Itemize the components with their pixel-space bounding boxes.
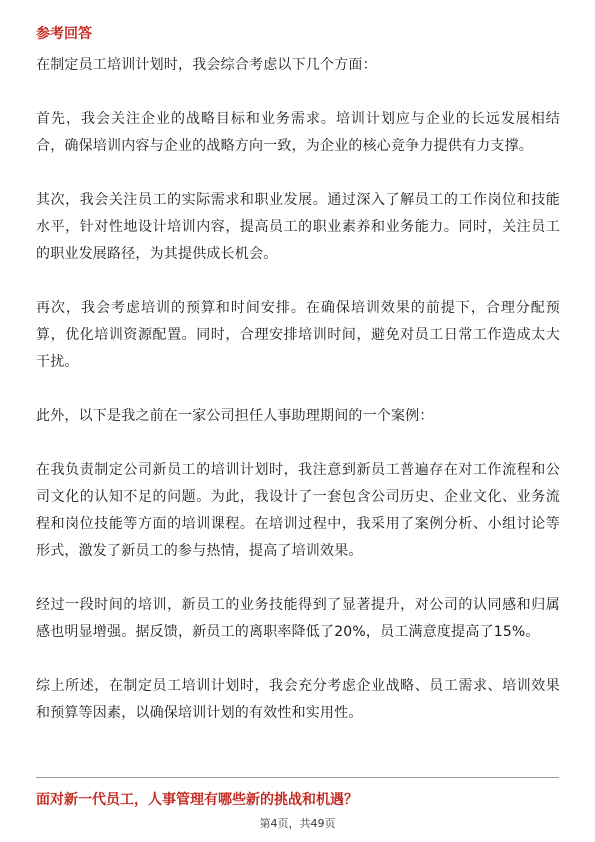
paragraph-case: 在我负责制定公司新员工的培训计划时，我注意到新员工普遍存在对工作流程和公司文化的认知不足的问题。为此，我设计了一套包含公司历史、企业文化、业务流程和岗位技能等方面的培训课程。在培训过程中，我采用了案例分析、小组讨论等形式，激发了新员工的参与热情，提高了培训效果。 [36, 462, 560, 559]
next-question-heading: 面对新一代员工，人事管理有哪些新的挑战和机遇？ [36, 792, 358, 808]
paragraph-case-intro: 此外，以下是我之前在一家公司担任人事助理期间的一个案例： [36, 408, 434, 424]
paragraph-second: 其次，我会关注员工的实际需求和职业发展。通过深入了解员工的工作岗位和技能水平，针对性地设计培训内容，提高员工的职业素养和业务能力。同时，关注员工的职业发展路径，为其提供成长机会。 [36, 192, 560, 262]
paragraph-result: 经过一段时间的培训，新员工的业务技能得到了显著提升，对公司的认同感和归属感也明显增强。据反馈，新员工的离职率降低了20%，员工满意度提高了15%。 [36, 597, 560, 640]
section-title: 参考回答 [36, 26, 92, 42]
paragraph-third: 再次，我会考虑培训的预算和时间安排。在确保培训效果的前提下，合理分配预算，优化培训资源配置。同时，合理安排培训时间，避免对员工日常工作造成太大干扰。 [36, 300, 560, 370]
answer-body [36, 52, 560, 754]
section-divider [36, 777, 559, 778]
paragraph-first: 首先，我会关注企业的战略目标和业务需求。培训计划应与企业的长远发展相结合，确保培训内容与企业的战略方向一致，为企业的核心竞争力提供有力支撑。 [36, 111, 560, 154]
paragraph-summary: 综上所述，在制定员工培训计划时，我会充分考虑企业战略、员工需求、培训效果和预算等因素，以确保培训计划的有效性和实用性。 [36, 678, 560, 721]
paragraph-intro: 在制定员工培训计划时，我会综合考虑以下几个方面： [36, 57, 377, 73]
page-number: 第4页，共49页 [259, 817, 336, 830]
